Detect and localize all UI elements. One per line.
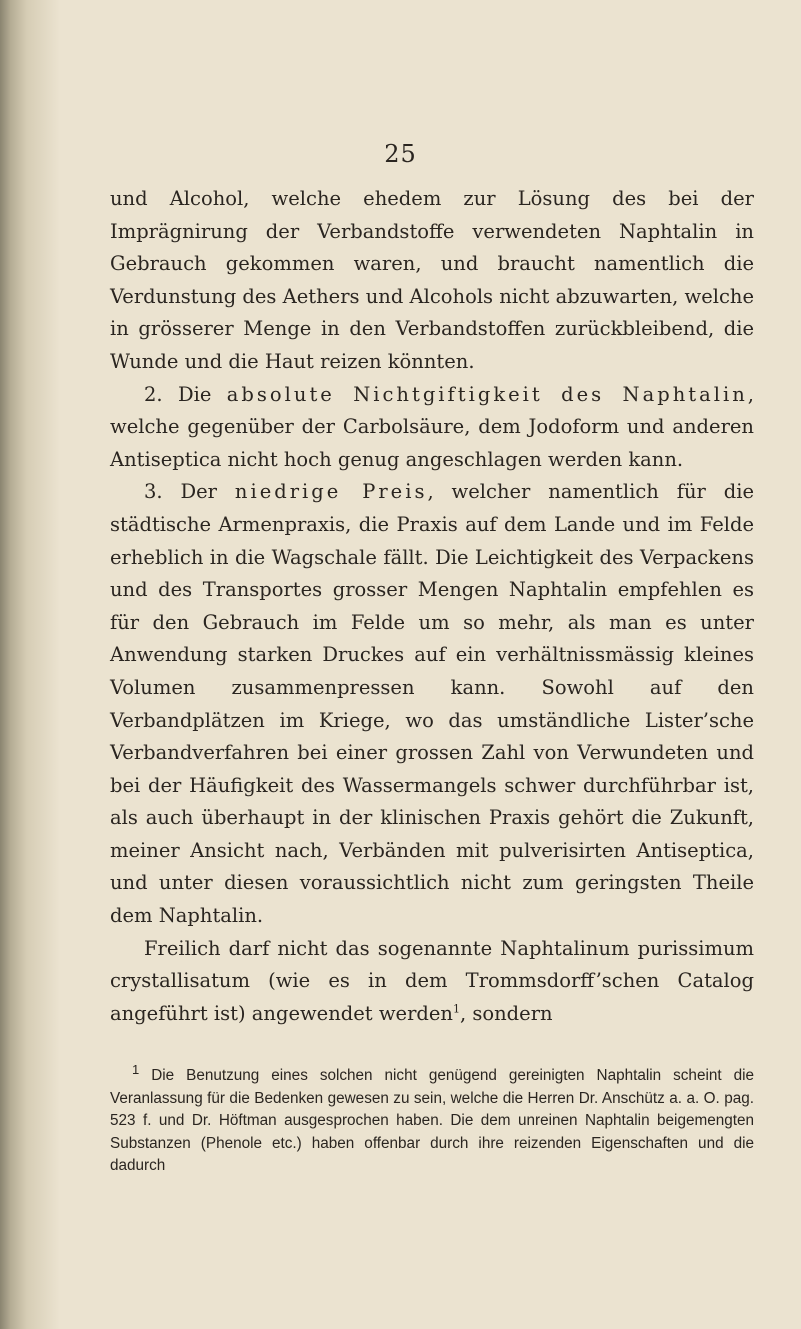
paragraph-3-emphasis: niedrige Preis (234, 480, 428, 504)
paragraph-4-text: Freilich darf nicht das sogenannte Naphtalinum purissimum crystallisatum (wie es in dem Trommsdorff’schen Catalog angeführt ist) angewendet werden (110, 936, 754, 1025)
paragraph-2-number: 2. Die (144, 382, 227, 406)
paragraph-2-rest: , welche gegenüber der Carbolsäure, dem Jodoform und anderen Antiseptica nicht hoch genug angeschlagen werden kann. (110, 382, 754, 471)
paragraph-3-rest: , welcher namentlich für die städtische Armenpraxis, die Praxis auf dem Lande und im Felde erheblich in die Wagschale fällt. Die Leichtigkeit des Verpackens und des Transportes grosser Mengen Naphtalin empfehlen es für den Gebrauch im Felde um so mehr, als man es unter Anwendung starken Druckes auf ein verhältnissmässig kleines Volumen zusammenpressen kann. Sowohl auf den Verbandplätzen im Kriege, wo das umständliche Lister’sche Verbandverfahren bei einer grossen Zahl von Verwundeten und bei der Häufigkeit des Wassermangels schwer durchführbar ist, als auch überhaupt in der klinischen Praxis gehört die Zukunft, meiner Ansicht nach, Verbänden mit pulverisirten Antiseptica, und unter diesen voraussichtlich nicht zum geringsten Theile dem Naphtalin. (110, 480, 754, 928)
paragraph-4 (110, 933, 754, 1031)
page-binding-shadow (0, 0, 60, 1329)
body-text (110, 183, 754, 1030)
paragraph-1: und Alcohol, welche ehedem zur Lösung des bei der Imprägnirung der Verbandstoffe verwendeten Naphtalin in Gebrauch gekommen waren, und braucht namentlich die Verdunstung des Aethers und Alcohols nicht abzuwarten, welche in grösserer Menge in den Verbandstoffen zurückbleibend, die Wunde und die Haut reizen könnten. (110, 187, 754, 373)
footnote-reference[interactable]: 1 (452, 1002, 460, 1016)
footnote-text: Die Benutzung eines solchen nicht genügend gereinigten Naphtalin scheint die Veranlassung für die Bedenken gewesen zu sein, welche die Herren Dr. Anschütz a. a. O. pag. 523 f. und Dr. Höftman ausgesprochen haben. Die dem unreinen Naphtalin beigemengten Substanzen (Phenole etc.) haben offenbar durch ihre reizenden Eigenschaften und die dadurch (110, 1067, 754, 1175)
footnote (110, 1059, 754, 1178)
paragraph-4-tail: , sondern (459, 1001, 553, 1025)
paragraph-3 (110, 476, 754, 932)
paragraph-3-number: 3. Der (144, 480, 235, 504)
paragraph-2 (110, 379, 754, 477)
paragraph-2-emphasis: absolute Nichtgiftigkeit des Naphtalin (226, 382, 748, 406)
footnote-number: 1 (132, 1062, 140, 1077)
page-number: 25 (384, 140, 417, 168)
